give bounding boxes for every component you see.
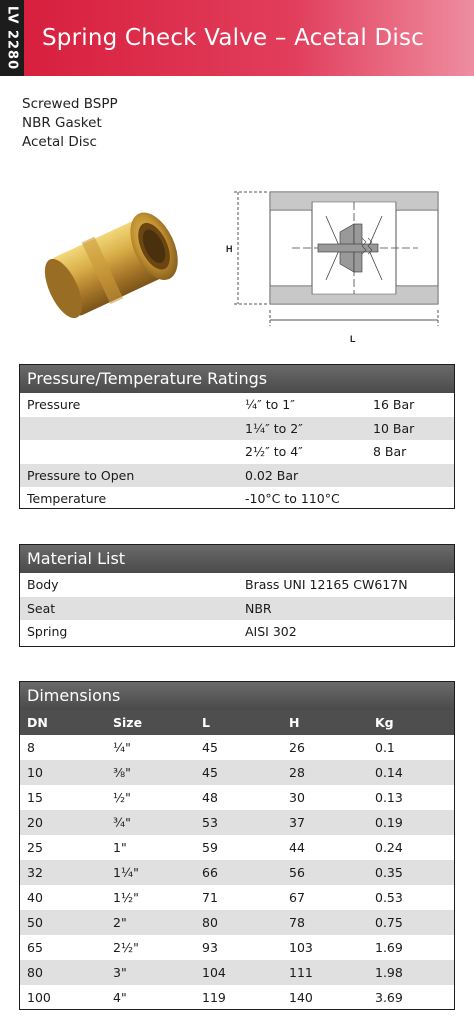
table-cell: 10 Bar xyxy=(373,420,415,436)
table-cell: 0.13 xyxy=(375,790,403,805)
table-row xyxy=(20,860,454,885)
table-row xyxy=(20,440,454,464)
table-row xyxy=(20,885,454,910)
page-title: Spring Check Valve – Acetal Disc xyxy=(42,25,424,51)
table-row xyxy=(20,760,454,785)
table-title: Pressure/Temperature Ratings xyxy=(20,365,454,393)
table-row xyxy=(20,620,454,644)
table-cell: 50 xyxy=(27,915,43,930)
table-cell: Pressure xyxy=(27,397,81,413)
table-cell: 100 xyxy=(27,990,51,1005)
table-cell: 1" xyxy=(113,840,127,855)
length-label: L xyxy=(350,334,356,344)
valve-photo xyxy=(36,192,196,334)
table-row xyxy=(20,985,454,1010)
title-bar xyxy=(24,0,474,76)
table-row xyxy=(20,735,454,760)
table-cell: 104 xyxy=(202,965,226,980)
dimensions-rows xyxy=(20,735,454,1010)
table-cell: 0.1 xyxy=(375,740,395,755)
table-cell: 1¼" xyxy=(113,865,139,880)
table-cell: 8 xyxy=(27,740,35,755)
table-cell: 40 xyxy=(27,890,43,905)
table-cell: 53 xyxy=(202,815,218,830)
table-cell: 66 xyxy=(202,865,218,880)
table-row xyxy=(20,835,454,860)
page-header xyxy=(0,0,474,76)
table-cell: 80 xyxy=(202,915,218,930)
table-cell: 103 xyxy=(289,940,313,955)
material-list-table xyxy=(19,544,455,647)
feature-item: NBR Gasket xyxy=(22,115,102,131)
table-cell: 2½″ to 4″ xyxy=(245,444,303,460)
table-cell: Brass UNI 12165 CW617N xyxy=(245,577,408,593)
table-cell: -10°C to 110°C xyxy=(245,491,340,507)
table-cell: 93 xyxy=(202,940,218,955)
table-row xyxy=(20,417,454,441)
table-cell: 1.69 xyxy=(375,940,403,955)
table-cell: AISI 302 xyxy=(245,624,297,640)
height-label: H xyxy=(226,244,233,254)
table-cell: 140 xyxy=(289,990,313,1005)
column-header: H xyxy=(289,715,300,730)
table-row xyxy=(20,573,454,597)
table-cell: 10 xyxy=(27,765,43,780)
table-cell: 0.24 xyxy=(375,840,403,855)
table-cell: Temperature xyxy=(27,491,107,507)
table-cell: ½" xyxy=(113,790,131,805)
table-cell: 48 xyxy=(202,790,218,805)
table-header-row xyxy=(20,710,454,735)
feature-list xyxy=(22,95,118,152)
table-cell: 0.14 xyxy=(375,765,403,780)
table-cell: 80 xyxy=(27,965,43,980)
column-header: L xyxy=(202,715,210,730)
table-cell: 28 xyxy=(289,765,305,780)
table-cell: Pressure to Open xyxy=(27,467,135,483)
table-cell: 1½" xyxy=(113,890,139,905)
table-cell: 26 xyxy=(289,740,305,755)
table-cell: Seat xyxy=(27,600,56,616)
column-header: Kg xyxy=(375,715,394,730)
table-cell: 78 xyxy=(289,915,305,930)
table-cell: ¾" xyxy=(113,815,131,830)
table-cell: 1¼″ to 2″ xyxy=(245,420,303,436)
column-header: Size xyxy=(113,715,143,730)
table-cell: 3.69 xyxy=(375,990,403,1005)
table-row xyxy=(20,785,454,810)
column-header: DN xyxy=(27,715,48,730)
table-title: Dimensions xyxy=(20,682,454,710)
table-cell: 2½" xyxy=(113,940,139,955)
table-row xyxy=(20,810,454,835)
table-row xyxy=(20,393,454,417)
cross-section-drawing xyxy=(222,180,452,348)
table-cell: Spring xyxy=(27,624,68,640)
table-cell: ¼" xyxy=(113,740,131,755)
table-cell: 45 xyxy=(202,740,218,755)
table-cell: 15 xyxy=(27,790,43,805)
table-cell: 8 Bar xyxy=(373,444,407,460)
product-code-strip xyxy=(0,0,24,76)
table-cell: 16 Bar xyxy=(373,397,415,413)
table-cell: 37 xyxy=(289,815,305,830)
table-cell: 3" xyxy=(113,965,127,980)
table-cell: 119 xyxy=(202,990,226,1005)
pressure-temperature-table xyxy=(19,364,455,509)
table-cell: 44 xyxy=(289,840,305,855)
table-cell: 20 xyxy=(27,815,43,830)
table-cell: 56 xyxy=(289,865,305,880)
table-cell: 30 xyxy=(289,790,305,805)
table-cell: 71 xyxy=(202,890,218,905)
table-cell: Body xyxy=(27,577,59,593)
table-cell: 32 xyxy=(27,865,43,880)
table-cell: 59 xyxy=(202,840,218,855)
table-cell: 45 xyxy=(202,765,218,780)
table-cell: 1.98 xyxy=(375,965,403,980)
table-cell: 2" xyxy=(113,915,127,930)
table-cell: 111 xyxy=(289,965,313,980)
feature-item: Acetal Disc xyxy=(22,134,97,150)
table-cell: 0.53 xyxy=(375,890,403,905)
dimensions-table xyxy=(19,681,455,1010)
product-code: LV 2280 xyxy=(4,5,20,71)
table-cell: 4" xyxy=(113,990,127,1005)
table-row xyxy=(20,487,454,511)
table-cell: 0.02 Bar xyxy=(245,467,299,483)
table-row xyxy=(20,935,454,960)
table-cell: 0.35 xyxy=(375,865,403,880)
table-cell: 67 xyxy=(289,890,305,905)
table-row xyxy=(20,910,454,935)
table-row xyxy=(20,597,454,621)
table-title: Material List xyxy=(20,545,454,573)
feature-item: Screwed BSPP xyxy=(22,96,118,112)
table-row xyxy=(20,960,454,985)
table-cell: 0.19 xyxy=(375,815,403,830)
table-cell: ⅜" xyxy=(113,765,131,780)
table-cell: ¼″ to 1″ xyxy=(245,397,295,413)
table-row xyxy=(20,464,454,488)
table-cell: NBR xyxy=(245,600,272,616)
table-cell: 65 xyxy=(27,940,43,955)
table-cell: 0.75 xyxy=(375,915,403,930)
table-cell: 25 xyxy=(27,840,43,855)
